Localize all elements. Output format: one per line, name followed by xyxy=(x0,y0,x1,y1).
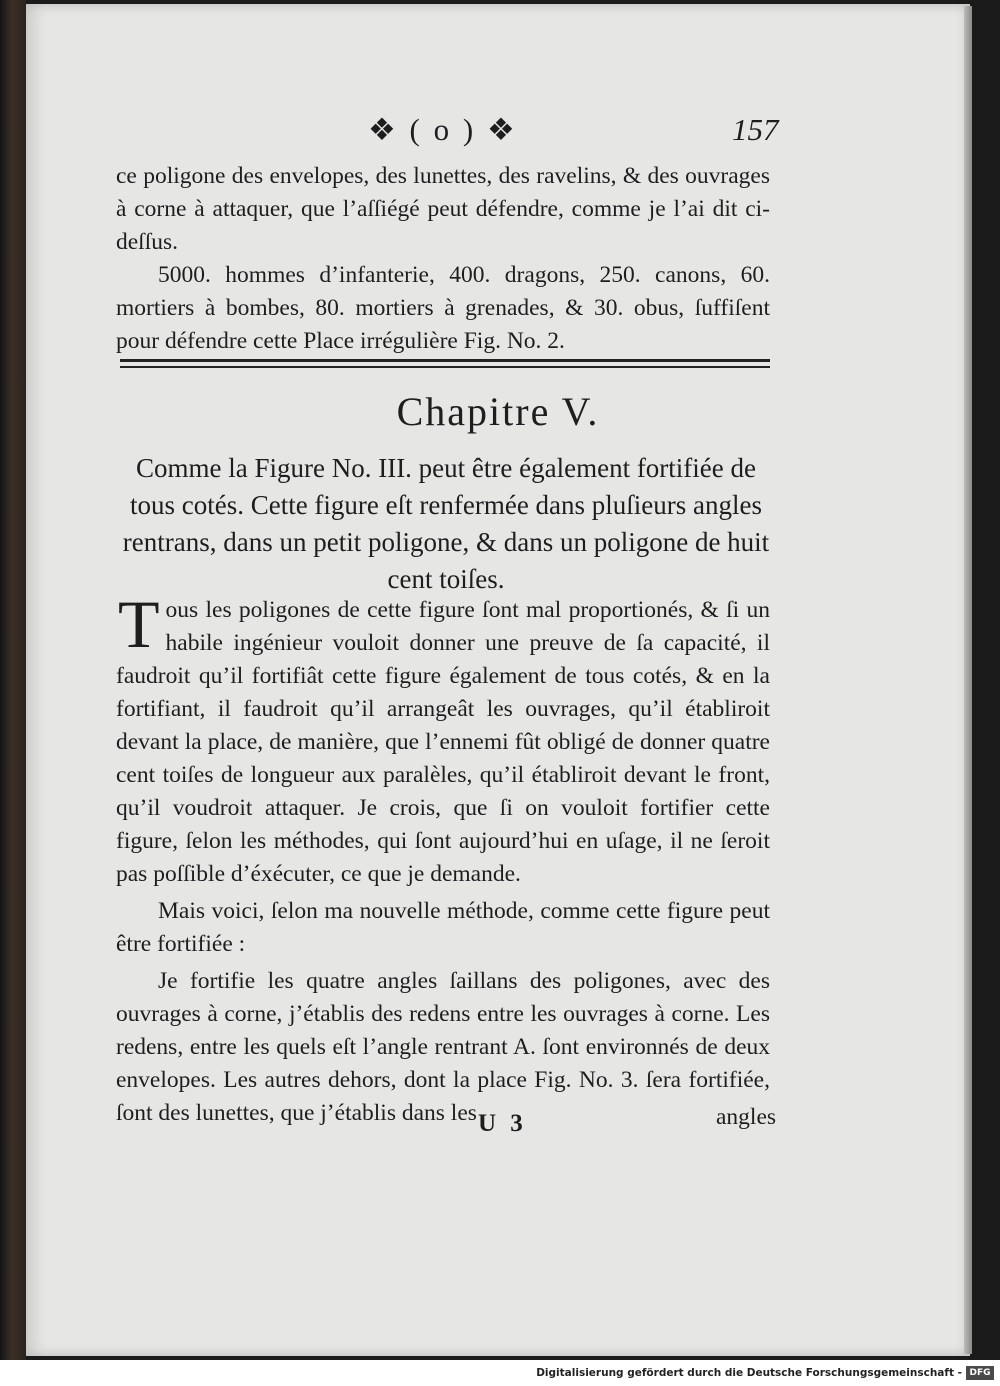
page-number: 157 xyxy=(732,112,779,147)
signature-mark: U 3 xyxy=(478,1110,527,1137)
top-text xyxy=(116,160,770,358)
book-binding-edge xyxy=(0,0,26,1360)
drop-cap: T xyxy=(118,586,160,662)
catchword: angles xyxy=(716,1104,777,1130)
header-ornament: ❖ ( o ) ❖ xyxy=(368,112,518,147)
book-page xyxy=(26,4,970,1356)
page-edge xyxy=(964,6,972,1354)
page-header xyxy=(26,112,970,156)
paragraph-method: Mais voici, ſelon ma nouvelle méthode, comme cette figure peut être fortifiée : xyxy=(116,898,770,957)
first-paragraph-text: ous les poligones de cette figure ſont mal proportionés, & ſi un habile ingénieur vouloit donner une preuve de ſa capacité, il faudroit qu’il fortifiât cette figure également de tous cotés, & en la fortifiant, il faudroit qu’il arrangeât les ouvrages, qu’il établiroit devant la place, de manière, que l’ennemi fût obligé de donner quatre cent toiſes de longueur aux paralèles, qu’il établiroit devant le front, qu’il voudroit attaquer. Je crois, que ſi on vouloit fortifier cette figure, ſelon les méthodes, qui ſont aujourd’hui en uſage, il ne ſeroit pas poſſible d’éxécuter, ce que je demande. xyxy=(116,597,770,887)
paragraph-continuation: ce poligone des envelopes, des lunettes, des ravelins, & des ouvrages à corne à attaquer, que l’aſſiégé peut défendre, comme je l’ai dit ci-deſſus. xyxy=(116,163,770,255)
chapter-subtitle: Comme la Figure No. III. peut être également fortifiée de tous cotés. Cette figure eſt renfermée dans pluſieurs angles rentrans, dans un petit poligone, & dans un poligone de huit cent toiſes. xyxy=(122,453,770,594)
paragraph-fortify: Je fortifie les quatre angles ſaillans des poligones, avec des ouvrages à corne, j’établis des redens entre les ouvrages à corne. Les redens, entre les quels eſt l’angle rentrant A. ſont environnés de deux envelopes. Les autres dehors, dont la place Fig. No. 3. ſera fortifiée, ſont des lunettes, que j’établis dans les xyxy=(116,968,770,1126)
digitization-credit: Digitalisierung gefördert durch die Deutsche Forschungsgemeinschaft - xyxy=(536,1367,962,1379)
chapter-title: Chapitre V. xyxy=(396,389,600,434)
paragraph-garrison: 5000. hommes d’infanterie, 400. dragons, 250. canons, 60. mortiers à bombes, 80. mortiers à grenades, & 30. obus, ſuffiſent pour défendre cette Place irrégulière Fig. No. 2. xyxy=(116,262,770,354)
chapter-body xyxy=(116,586,770,1130)
dfg-logo: DFG xyxy=(966,1366,994,1380)
first-paragraph xyxy=(116,586,770,891)
section-rule xyxy=(120,359,770,368)
